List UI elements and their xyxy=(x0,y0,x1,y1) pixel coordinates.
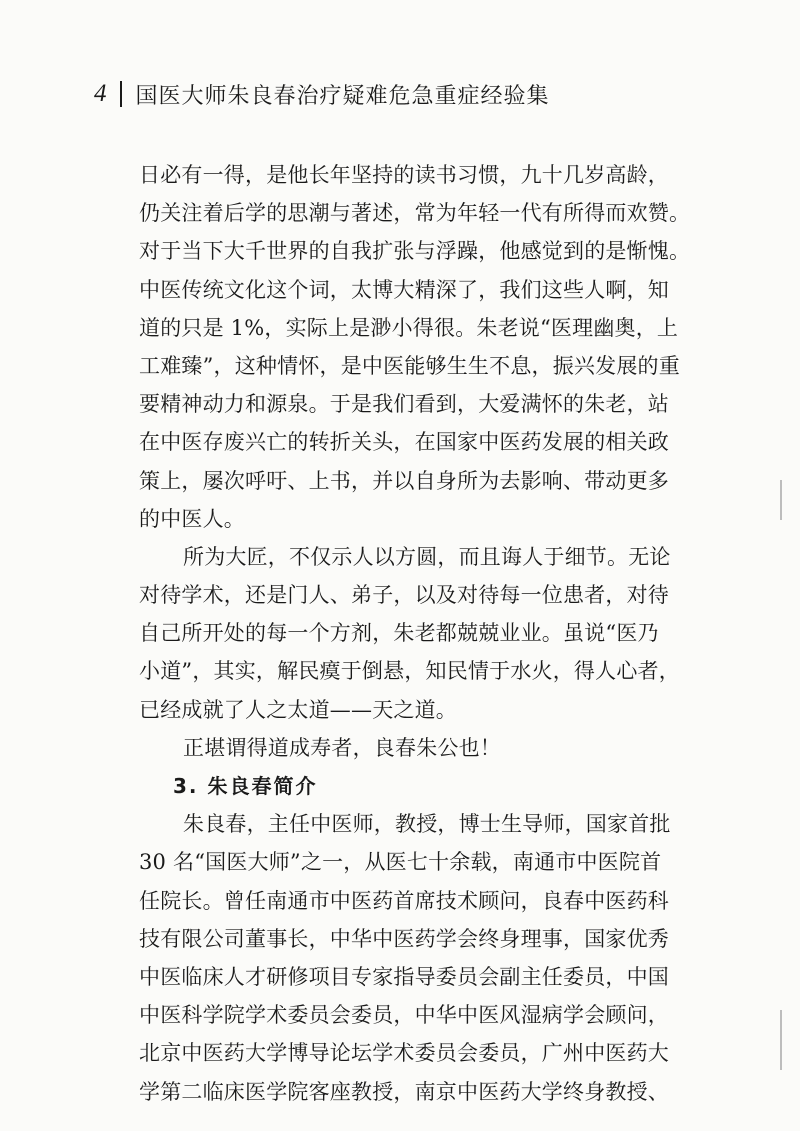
text-line: 道的只是 1%，实际上是渺小得很。朱老说“医理幽奥，上 xyxy=(139,315,679,340)
header-divider xyxy=(120,81,122,107)
paragraph-first-line: 朱良春，主任中医师，教授，博士生导师，国家首批 xyxy=(183,812,671,837)
page-number: 4 xyxy=(94,80,108,107)
text-line: 对于当下大千世界的自我扩张与浮躁，他感觉到的是惭愧。 xyxy=(139,239,691,264)
text-line: 北京中医药大学博导论坛学术委员会委员，广州中医药大 xyxy=(139,1041,669,1066)
section-heading: 3. 朱良春简介 xyxy=(173,774,318,798)
text-line: 的中医人。 xyxy=(139,506,245,531)
text-line: 学第二临床医学院客座教授，南京中医药大学终身教授、 xyxy=(139,1079,669,1104)
text-line: 仍关注着后学的思潮与著述，常为年轻一代有所得而欢赞。 xyxy=(139,201,691,226)
text-line: 技有限公司董事长，中华中医药学会终身理事，国家优秀 xyxy=(139,926,669,951)
text-line: 自己所开处的每一个方剂，朱老都兢兢业业。虽说“医乃 xyxy=(139,621,659,646)
text-line: 对待学术，还是门人、弟子，以及对待每一位患者，对待 xyxy=(139,583,669,608)
paragraph-first-line: 正堪谓得道成寿者，良春朱公也！ xyxy=(183,735,501,760)
book-title: 国医大师朱良春治疗疑难危急重症经验集 xyxy=(135,83,550,109)
text-line: 中医传统文化这个词，太博大精深了，我们这些人啊，知 xyxy=(139,277,669,302)
text-line: 要精神动力和源泉。于是我们看到，大爱满怀的朱老，站 xyxy=(139,392,669,417)
text-line: 工难臻”，这种情怀，是中医能够生生不息，振兴发展的重 xyxy=(139,353,680,378)
text-line: 中医科学院学术委员会委员，中华中医风湿病学会顾问， xyxy=(139,1003,669,1028)
text-line: 在中医存废兴亡的转折关头，在国家中医药发展的相关政 xyxy=(139,430,669,455)
text-line: 已经成就了人之太道——天之道。 xyxy=(139,697,457,722)
text-line: 中医临床人才研修项目专家指导委员会副主任委员，中国 xyxy=(139,964,669,989)
scan-edge-mark xyxy=(780,1010,782,1070)
text-line: 小道”，其实，解民瘼于倒悬，知民情于水火，得人心者， xyxy=(139,659,680,684)
paragraph-first-line: 所为大匠，不仅示人以方圆，而且诲人于细节。无论 xyxy=(183,544,671,569)
body-text xyxy=(139,156,691,1111)
text-line: 30 名“国医大师”之一，从医七十余载，南通市中医院首 xyxy=(139,850,662,875)
text-line: 日必有一得，是他长年坚持的读书习惯，九十几岁高龄， xyxy=(139,163,669,187)
scan-edge-mark xyxy=(780,480,782,520)
text-line: 任院长。曾任南通市中医药首席技术顾问，良春中医药科 xyxy=(139,888,669,913)
text-line: 策上，屡次呼吁、上书，并以自身所为去影响、带动更多 xyxy=(139,468,669,493)
running-head xyxy=(94,78,550,110)
